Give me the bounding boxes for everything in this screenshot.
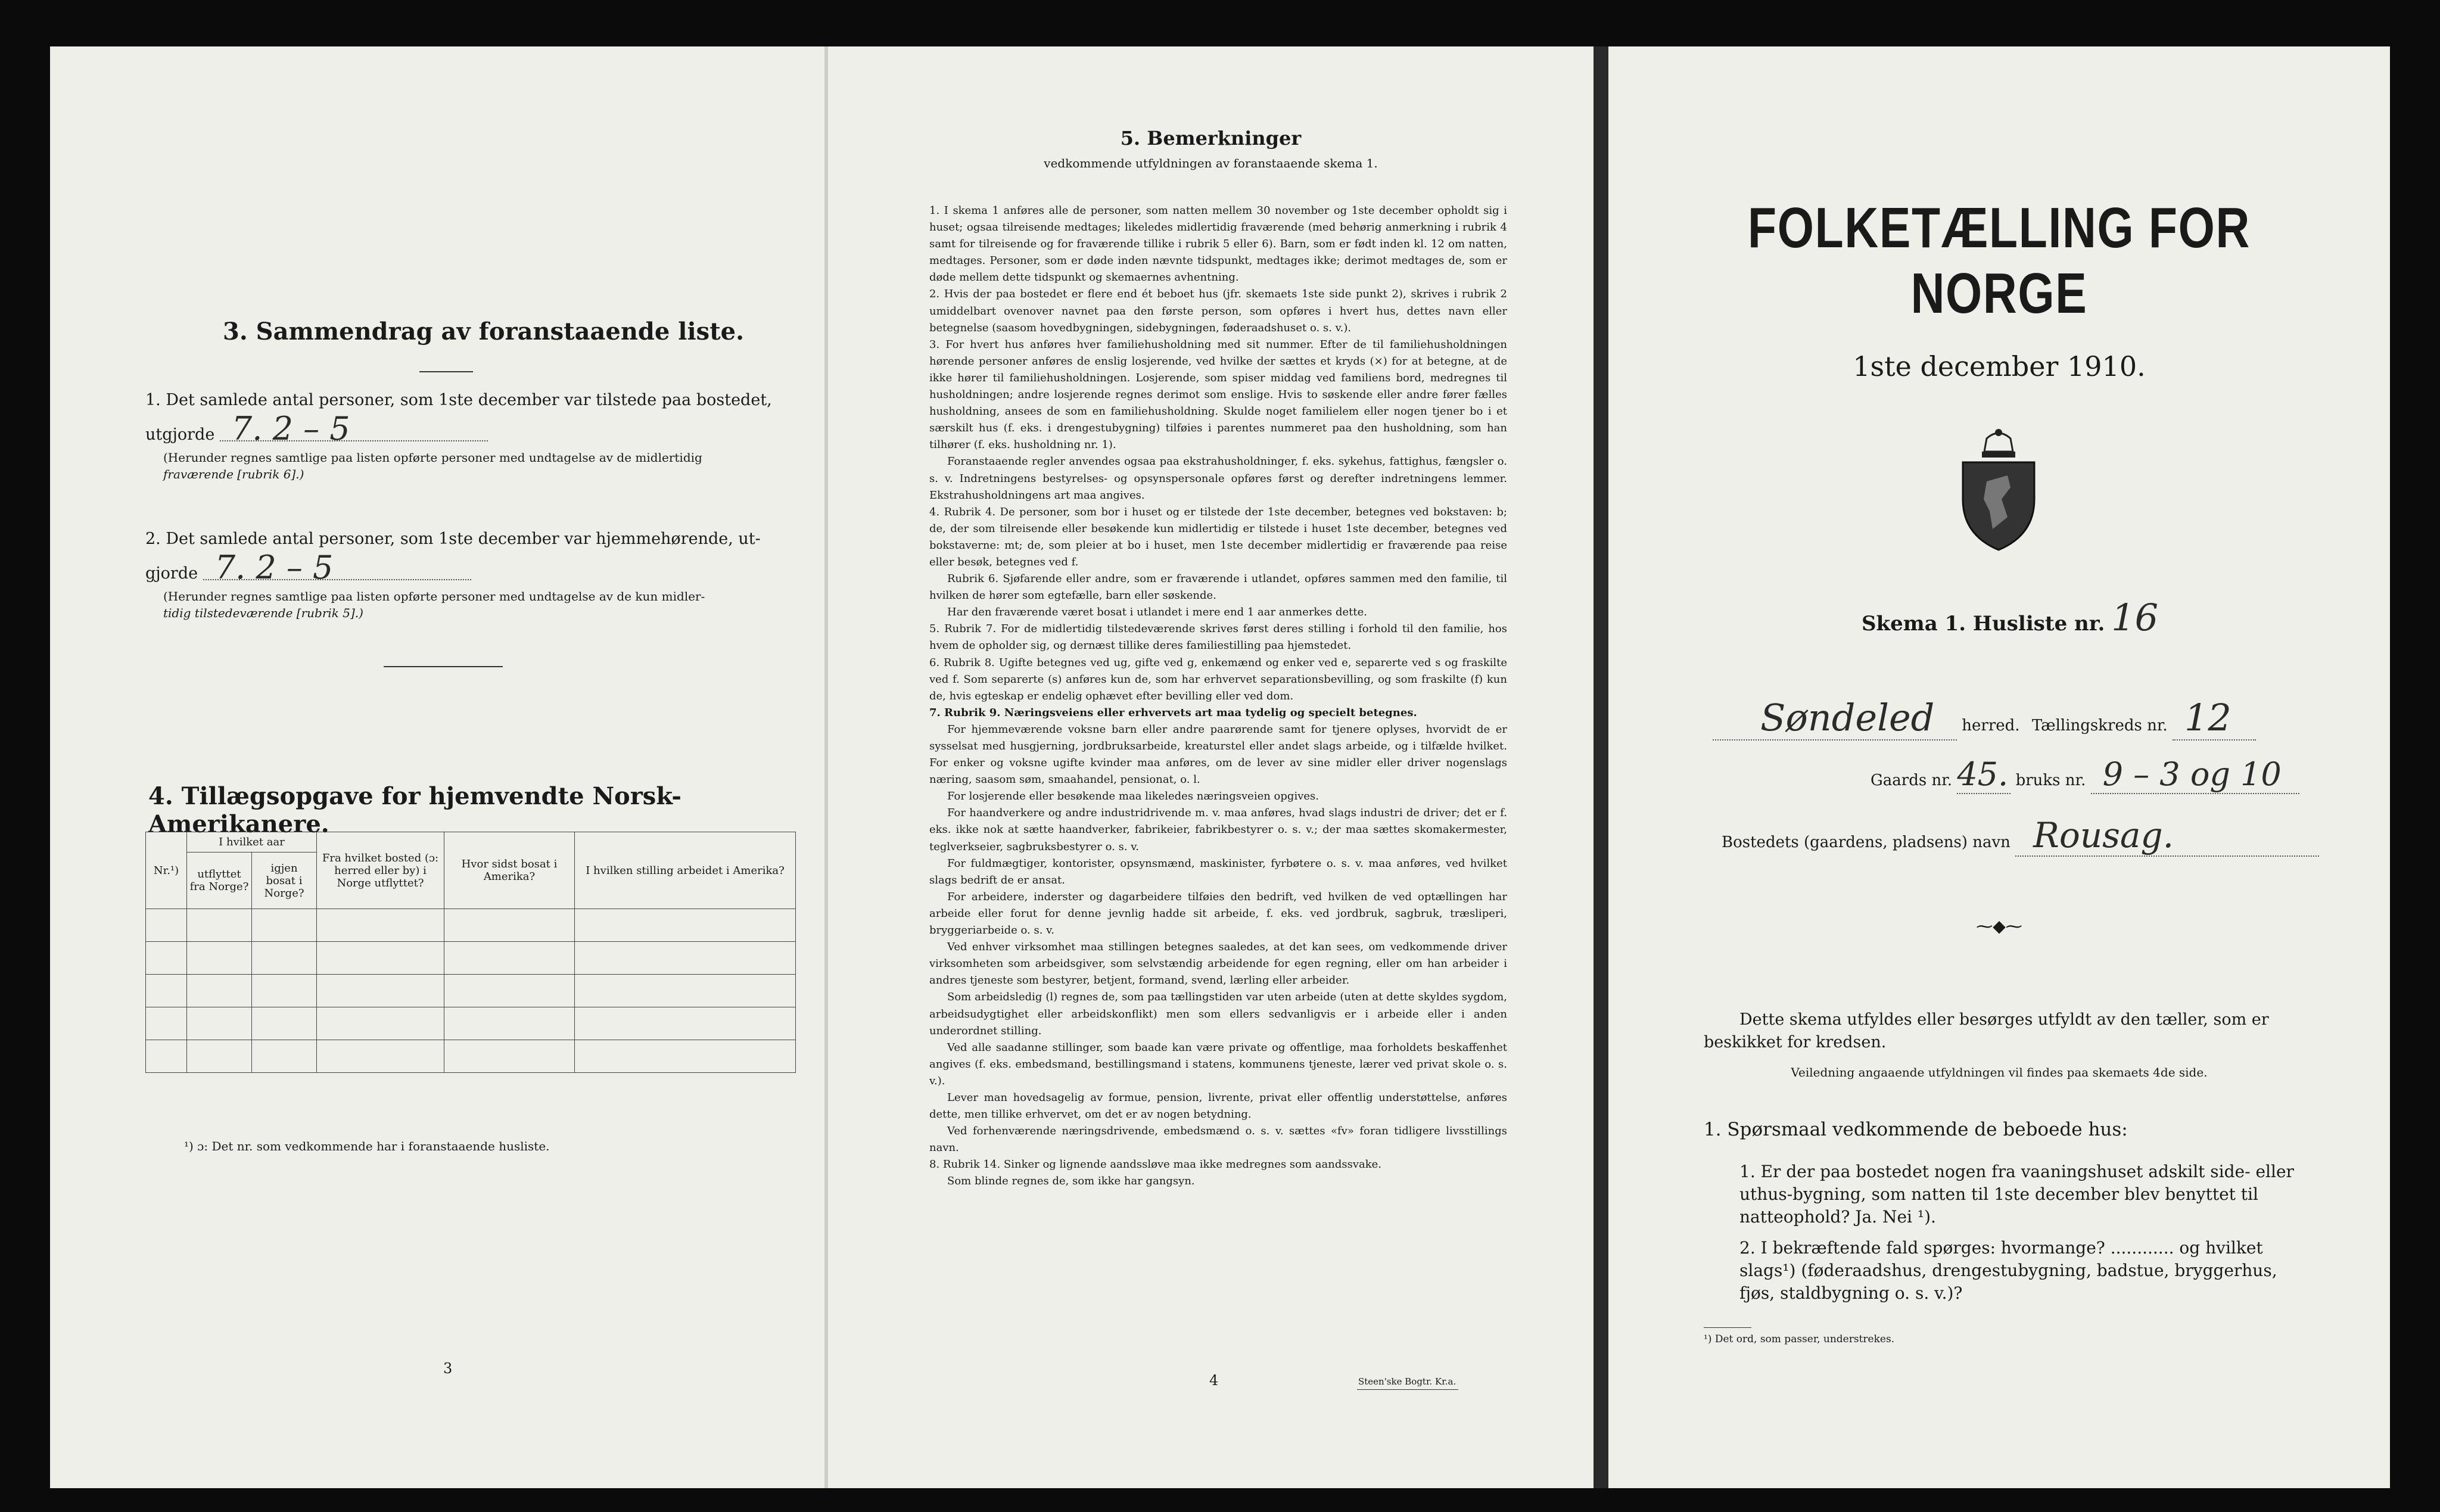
- remark-paragraph: For losjerende eller besøkende maa likeledes næringsveien opgives.: [947, 790, 1319, 803]
- remark-paragraph: Som arbeidsledig (l) regnes de, som paa tællingstiden var uten arbeide (uten at dette skyldes sygdom, arbeidsudygtighet eller arbeidskonflikt) men som ellers sedvanligvis er i arbeide eller i anden underordnet stilling.: [929, 991, 1507, 1037]
- remark-paragraph: Ved alle saadanne stillinger, som baade kan være private og offentlige, maa forholdets beskaffenhet angives (f. eks. embedsmand, bestillingsmand i statens, kommunens tjeneste, lærer ved privat skole o. s. v.).: [929, 1041, 1507, 1087]
- col-last-in-america: Hvor sidst bosat i Amerika?: [444, 832, 575, 909]
- herred-handwritten: Søndeled: [1713, 696, 1957, 741]
- item1-handwritten-count: 7. 2 – 5: [220, 418, 488, 441]
- item2-note-2: tidig tilstedeværende [rubrik 5].): [163, 605, 363, 620]
- table-row: [146, 975, 796, 1007]
- herred-line: [1713, 696, 2256, 741]
- gaards-label: Gaards nr.: [1871, 771, 1953, 789]
- col-from-place: Fra hvilket bosted (ɔ: herred eller by) i Norge utflyttet?: [317, 832, 444, 909]
- section-4-title: 4. Tillægsopgave for hjemvendte Norsk-Amerikanere.: [148, 782, 682, 838]
- remark-paragraph: Lever man hovedsagelig av formue, pension, livrente, privat eller offentlig understøttelse, anføres dette, men tillike erhvervet, om det er av nogen betydning.: [929, 1091, 1507, 1121]
- page-fold-right: [1594, 46, 1608, 1488]
- herred-label: herred.: [1962, 717, 2020, 735]
- col-year-group: I hvilket aar: [187, 832, 317, 853]
- item1-label: utgjorde: [145, 425, 215, 444]
- norsk-amerikanere-table: [145, 832, 796, 1073]
- ornament-divider: ⁓◆⁓: [1976, 916, 2022, 936]
- bosted-label: Bostedets (gaardens, pladsens) navn: [1722, 833, 2010, 851]
- item1-note-2: fraværende [rubrik 6].): [163, 466, 304, 481]
- remark-paragraph: 7. Rubrik 9. Næringsveiens eller erhvervets art maa tydelig og specielt betegnes.: [929, 706, 1417, 719]
- gaards-handwritten: 45.: [1957, 755, 2010, 794]
- husliste-handwritten-nr: 16: [2111, 596, 2159, 639]
- remark-paragraph: Foranstaaende regler anvendes ogsaa paa ekstrahusholdninger, f. eks. sykehus, fattighus, fængsler o. s. v. Indretningens bestyrelses- og opsynspersonale opføres først og derefter indretningens lemmer. Ekstrahusholdningens art maa angives.: [929, 455, 1507, 502]
- section-3-title: 3. Sammendrag av foranstaaende liste.: [223, 318, 745, 346]
- item1-note: (Herunder regnes samtlige paa listen opførte personer med undtagelse av de midlertidig: [163, 450, 702, 465]
- item2-text: 2. Det samlede antal personer, som 1ste december var hjemmehørende, ut-: [145, 530, 761, 548]
- remark-paragraph: Som blinde regnes de, som ikke har gangsyn.: [947, 1175, 1195, 1188]
- col-emigrated: utflyttet fra Norge?: [187, 853, 252, 909]
- census-title: FOLKETÆLLING FOR NORGE: [1748, 196, 2251, 325]
- remark-paragraph: Ved enhver virksomhet maa stillingen betegnes saaledes, at det kan sees, om vedkommende driver virksomheten som arbeidsgiver, som selvstændig arbeidende for egen regning, eller om han arbeider i andres tjeneste som bestyrer, betjent, formand, svend, lærling eller arbeider.: [929, 941, 1507, 987]
- remark-paragraph: 1. I skema 1 anføres alle de personer, som natten mellem 30 november og 1ste december opholdt sig i huset; ogsaa tilreisende medtages; likeledes midlertidig fraværende (med behørig anmerkning i rubrik 4 samt for tilreisende og for fraværende tillike i rubrik 5 eller 6). Barn, som er født inden kl. 12 om natten, medtages. Personer, som er døde inden nævnte tidspunkt, medtages ikke; derimot medtages de, som er døde mellem dette tidspunkt og skemaernes avhentning.: [929, 204, 1507, 284]
- table-row: [146, 1007, 796, 1040]
- page-number: 4: [1209, 1372, 1219, 1389]
- table-row: [146, 1040, 796, 1073]
- item2-label: gjorde: [145, 564, 198, 583]
- remark-paragraph: Har den fraværende været bosat i utlandet i mere end 1 aar anmerkes dette.: [947, 606, 1367, 619]
- table-row: [146, 909, 796, 942]
- remarks-subtitle: vedkommende utfyldningen av foranstaaende skema 1.: [1044, 156, 1378, 170]
- bruks-handwritten: 9 – 3 og 10: [2091, 755, 2299, 794]
- col-returned: igjen bosat i Norge?: [252, 853, 317, 909]
- remark-paragraph: 3. For hvert hus anføres hver familiehusholdning med sit nummer. Efter de til familiehusholdningen hørende personer anføres de enslig losjerende, ved hvilke der sættes et kryds (×) for at betegne, at de ikke hører til familiehusholdningen. Losjerende, som spiser middag ved familiens bord, medregnes til husholdningen; andre losjerende regnes derimot som enslige. Hvis to søskende eller andre fører fælles husholdning, ansees de som en familiehusholdning. Skulde noget familielem eller nogen tjener bo i et særskilt hus (f. eks. i drengestubygning) tilføies i parentes nummeret paa den husholdning, som han tilhører (f. eks. husholdning nr. 1).: [929, 338, 1507, 452]
- question-2: 2. I bekræftende fald spørges: hvormange? ............ og hvilket slags¹) (føderaadshus, drengestubygning, badstue, bryggerhus, fjøs, staldbygning o. s. v.)?: [1739, 1238, 2277, 1303]
- questions-title: 1. Spørsmaal vedkommende de beboede hus:: [1704, 1119, 2128, 1140]
- divider: [1704, 1327, 1751, 1328]
- table-row: [146, 942, 796, 975]
- item1-text: 1. Det samlede antal personer, som 1ste december var tilstede paa bostedet,: [145, 391, 772, 409]
- krets-label: Tællingskreds nr.: [2031, 717, 2168, 735]
- col-nr: Nr.¹): [146, 832, 187, 909]
- gaards-line: [1871, 755, 2299, 794]
- col-position-in-america: I hvilken stilling arbeidet i Amerika?: [575, 832, 796, 909]
- remark-paragraph: 5. Rubrik 7. For de midlertidig tilstedeværende skrives først deres stilling i forhold til den familie, hos hvem de opholder sig, og dernæst tillike deres familiestilling paa hjemstedet.: [929, 623, 1507, 652]
- summary-item-2: [145, 528, 789, 621]
- remark-paragraph: For haandverkere og andre industridrivende m. v. maa anføres, hvad slags industri de driver; det er f. eks. ikke nok at sætte haandverker, fabrikeier, fabrikbestyrer o. s. v.; der maa sættes skomakermester, teglverkseier, sagbruksbestyrer o. s. v.: [929, 807, 1507, 853]
- remark-paragraph: 8. Rubrik 14. Sinker og lignende aandssløve maa ikke medregnes som aandssvake.: [929, 1158, 1382, 1171]
- summary-item-1: [145, 389, 789, 483]
- remark-paragraph: 6. Rubrik 8. Ugifte betegnes ved ug, gifte ved g, enkemænd og enker ved e, separerte ved s og fraskilte ved f. Som separerte (s) anføres kun de, som har erhvervet separationsbevilling, og som fraskilte (f) kun de, hvis egteskap er endelig ophævet efter bevilling eller ved dom.: [929, 656, 1507, 702]
- remark-paragraph: Ved forhenværende næringsdrivende, embedsmænd o. s. v. sættes «fv» foran tidligere livsstillings navn.: [929, 1125, 1507, 1155]
- coat-of-arms-icon: [1951, 428, 2046, 553]
- intro-note: Veiledning angaaende utfyldningen vil findes paa skemaets 4de side.: [1791, 1065, 2208, 1079]
- bruks-label: bruks nr.: [2015, 771, 2086, 789]
- table-footnote: ¹) ɔ: Det nr. som vedkommende har i foranstaaende husliste.: [184, 1139, 550, 1153]
- remark-paragraph: 4. Rubrik 4. De personer, som bor i huset og er tilstede der 1ste december, betegnes ved bokstaven: b; de, der som tilreisende eller besøkende kun midlertidig er tilstede i huset 1ste december, betegnes ved bokstaverne: mt; de, som pleier at bo i huset, men 1ste december midlertidig er fraværende paa reise eller besøk, betegnes ved f.: [929, 505, 1507, 568]
- question-1: 1. Er der paa bostedet nogen fra vaaningshuset adskilt side- eller uthus-bygning, som natten til 1ste december blev benyttet til natteophold? Ja. Nei ¹).: [1739, 1162, 2294, 1227]
- cover-footnote: ¹) Det ord, som passer, understrekes.: [1704, 1333, 1895, 1345]
- page-3: [50, 46, 824, 1488]
- schema-label: Skema 1. Husliste nr.: [1862, 612, 2105, 636]
- remark-paragraph: Rubrik 6. Sjøfarende eller andre, som er fraværende i utlandet, opføres sammen med den familie, til hvilken de hører som egtefælle, barn eller søskende.: [929, 573, 1507, 602]
- item2-note: (Herunder regnes samtlige paa listen opførte personer med undtagelse av de kun midler-: [163, 589, 705, 603]
- remarks-title: 5. Bemerkninger: [1120, 127, 1302, 150]
- divider: [1357, 1389, 1458, 1390]
- intro-text: Dette skema utfyldes eller besørges utfyldt av den tæller, som er beskikket for kredsen.: [1704, 1010, 2269, 1051]
- remark-paragraph: For arbeidere, inderster og dagarbeidere tilføies den bedrift, ved hvilken de ved optællingen har arbeide eller forut for denne jevnlig hadde sit arbeide, f. eks. ved jordbruk, sagbruk, træsliperi, bryggeriarbeide o. s. v.: [929, 890, 1507, 937]
- item2-handwritten-count: 7. 2 – 5: [203, 556, 471, 580]
- printer-imprint: Steen'ske Bogtr. Kr.a.: [1358, 1376, 1456, 1387]
- remark-paragraph: 2. Hvis der paa bostedet er flere end ét beboet hus (jfr. skemaets 1ste side punkt 2), skrives i rubrik 2 umiddelbart ovenover navnet paa den første person, som opføres i hvert hus, dettes navn eller betegnelse (saasom hovedbygningen, sidebygningen, føderaadshuset o. s. v.).: [929, 288, 1507, 334]
- page-4: [828, 46, 1594, 1488]
- page-number: 3: [443, 1360, 453, 1377]
- remark-paragraph: For fuldmægtiger, kontorister, opsynsmænd, maskinister, fyrbøtere o. s. v. maa anføres, ved hvilket slags bedrift de er ansat.: [929, 857, 1507, 886]
- bosted-handwritten: Rousag.: [2015, 815, 2319, 857]
- remarks-body: [929, 203, 1507, 1190]
- divider: [419, 371, 473, 372]
- krets-handwritten: 12: [2173, 696, 2256, 741]
- bosted-line: [1722, 815, 2319, 857]
- remark-paragraph: For hjemmeværende voksne barn eller andre paarørende samt for tjenere oplyses, hvorvidt de er sysselsat med husgjerning, jordbruksarbeide, kreaturstel eller andet slags arbeide, og i tilfælde hvilket. For enker og voksne ugifte kvinder maa anføres, om de lever av sine midler eller driver nogenslags næring, saasom søm, smaahandel, pensionat, o. l.: [929, 723, 1507, 786]
- divider: [384, 666, 503, 667]
- census-date: 1ste december 1910.: [1853, 350, 2146, 382]
- page-1-cover: [1608, 46, 2390, 1488]
